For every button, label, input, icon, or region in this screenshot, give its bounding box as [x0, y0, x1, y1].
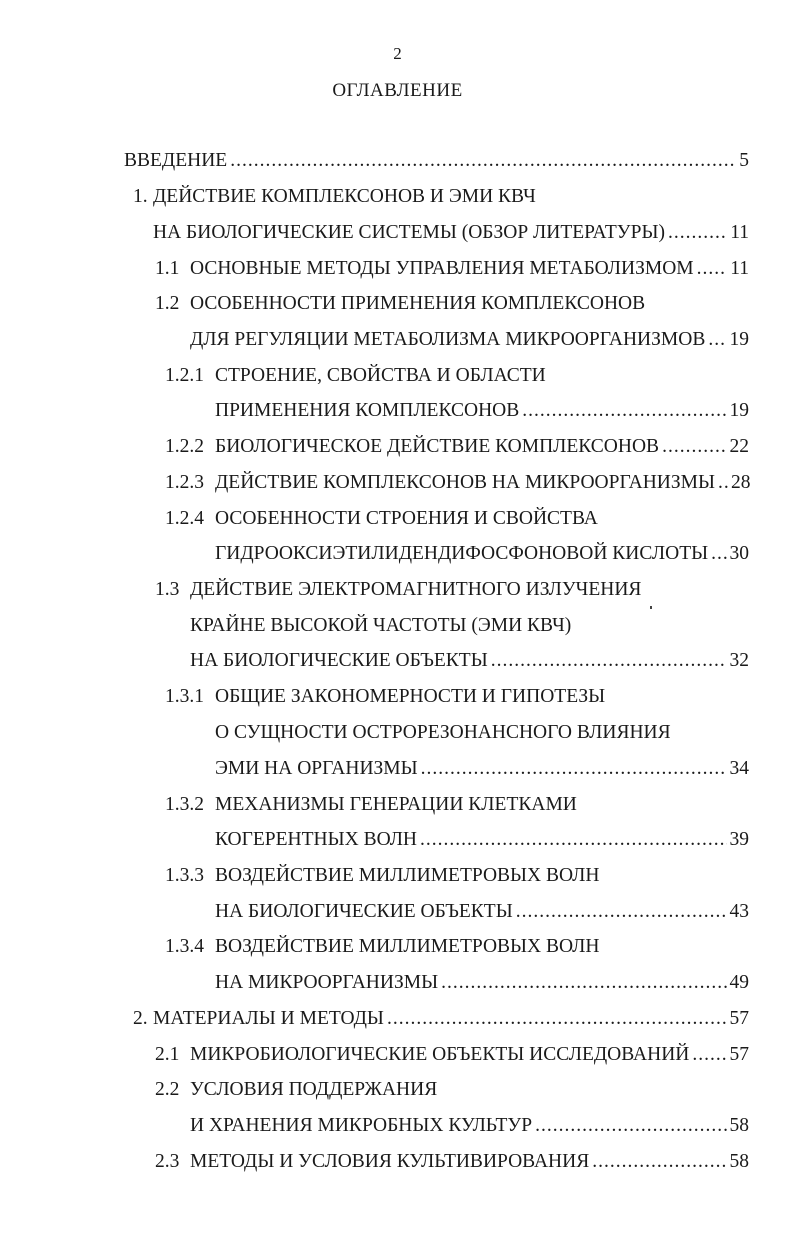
toc-entry-title: КРАЙНЕ ВЫСОКОЙ ЧАСТОТЫ (ЭМИ КВЧ): [190, 615, 572, 636]
toc-entry-1-3-2[interactable]: [165, 792, 577, 818]
toc-entry-title: ВОЗДЕЙСТВИЕ МИЛЛИМЕТРОВЫХ ВОЛН: [215, 865, 600, 886]
toc-entry-title: НА МИКРООРГАНИЗМЫ: [215, 972, 439, 993]
toc-entry-number: 1.2.2: [165, 436, 204, 457]
dot-leader: [592, 1149, 726, 1175]
toc-entry-title: ДЛЯ РЕГУЛЯЦИИ МЕТАБОЛИЗМА МИКРООРГАНИЗМОВ: [190, 329, 706, 350]
toc-entry-title: ОСОБЕННОСТИ СТРОЕНИЯ И СВОЙСТВА: [215, 508, 598, 529]
toc-entry-2-2-cont[interactable]: [190, 1113, 749, 1139]
dot-leader: [535, 1113, 726, 1139]
toc-entry-title: КОГЕРЕНТНЫХ ВОЛН: [215, 829, 418, 850]
dot-leader: [516, 899, 727, 925]
dot-leader: [662, 434, 726, 460]
toc-entry-title: ПРИМЕНЕНИЯ КОМПЛЕКСОНОВ: [215, 400, 520, 421]
toc-entry-page: 22: [729, 436, 749, 457]
toc-entry-page: 58: [729, 1115, 749, 1136]
toc-entry-number: 1.: [133, 186, 148, 207]
toc-entry-1-2-4-cont[interactable]: [215, 541, 749, 567]
toc-entry-title: МЕХАНИЗМЫ ГЕНЕРАЦИИ КЛЕТКАМИ: [215, 794, 577, 815]
toc-entry-title: ДЕЙСТВИЕ КОМПЛЕКСОНОВ И ЭМИ КВЧ: [153, 186, 536, 207]
toc-entry-page: 19: [729, 400, 749, 421]
toc-entry-1-3-cont-2[interactable]: [190, 648, 749, 674]
toc-entry-title: ДЕЙСТВИЕ ЭЛЕКТРОМАГНИТНОГО ИЗЛУЧЕНИЯ: [190, 579, 642, 600]
dot-leader: [718, 470, 728, 496]
toc-entry-2-3[interactable]: [155, 1149, 749, 1175]
toc-entry-number: 2.1: [155, 1044, 180, 1065]
toc-entry-1-3-3[interactable]: [165, 863, 599, 889]
toc-entry-title: УСЛОВИЯ ПОДДЕРЖАНИЯ: [190, 1079, 438, 1100]
toc-entry-page: 34: [729, 758, 749, 779]
toc-entry-number: 1.3: [155, 579, 180, 600]
toc-entry-1-3-cont[interactable]: [190, 613, 571, 639]
toc-entry-1-2-1-cont[interactable]: [215, 398, 749, 424]
toc-entry-title: ВОЗДЕЙСТВИЕ МИЛЛИМЕТРОВЫХ ВОЛН: [215, 936, 600, 957]
toc-entry-1-3-3-cont[interactable]: [215, 899, 749, 925]
toc-entry-number: 1.3.1: [165, 686, 204, 707]
dot-leader: [230, 148, 736, 174]
dot-leader: [491, 648, 727, 674]
toc-entry-page: 11: [730, 222, 749, 243]
toc-entry-title: ГИДРООКСИЭТИЛИДЕНДИФОСФОНОВОЙ КИСЛОТЫ: [215, 543, 709, 564]
toc-entry-title: ЭМИ НА ОРГАНИЗМЫ: [215, 758, 418, 779]
toc-entry-1-2-cont[interactable]: [190, 327, 749, 353]
page-title: ОГЛАВЛЕНИЕ: [332, 80, 463, 101]
toc-entry-1-3-4-cont[interactable]: [215, 970, 749, 996]
dot-leader: [387, 1006, 727, 1032]
toc-entry-introduction[interactable]: [124, 148, 749, 174]
toc-entry-page: 32: [729, 650, 749, 671]
toc-entry-1-2-3[interactable]: [165, 470, 749, 496]
toc-entry-1-1[interactable]: [155, 256, 749, 282]
toc-entry-title: ДЕЙСТВИЕ КОМПЛЕКСОНОВ НА МИКРООРГАНИЗМЫ: [215, 472, 715, 493]
toc-entry-title: ОБЩИЕ ЗАКОНОМЕРНОСТИ И ГИПОТЕЗЫ: [215, 686, 606, 707]
toc-entry-1-3-1[interactable]: [165, 684, 605, 710]
toc-entry-page: 11: [730, 258, 749, 279]
dot-leader: [711, 541, 726, 567]
toc-entry-1-2-2[interactable]: [165, 434, 749, 460]
toc-entry-title: НА БИОЛОГИЧЕСКИЕ ОБЪЕКТЫ: [215, 901, 513, 922]
toc-entry-title: СТРОЕНИЕ, СВОЙСТВА И ОБЛАСТИ: [215, 365, 546, 386]
dot-leader: [420, 827, 726, 853]
toc-entry-1-3-1-cont-2[interactable]: [215, 756, 749, 782]
scan-speck: [650, 606, 652, 609]
toc-entry-2-2[interactable]: [155, 1077, 437, 1103]
toc-entry-number: 1.2.3: [165, 472, 204, 493]
toc-entry-title: ОСОБЕННОСТИ ПРИМЕНЕНИЯ КОМПЛЕКСОНОВ: [190, 293, 646, 314]
toc-entry-title: ОСНОВНЫЕ МЕТОДЫ УПРАВЛЕНИЯ МЕТАБОЛИЗМОМ: [190, 258, 694, 279]
dot-leader: [708, 327, 726, 353]
toc-entry-number: 1.2.1: [165, 365, 204, 386]
toc-entry-chapter-2[interactable]: [133, 1006, 749, 1032]
toc-entry-page: 28: [730, 472, 751, 493]
toc-entry-1-2-1[interactable]: [165, 363, 546, 389]
toc-entry-chapter-1-cont[interactable]: [153, 220, 749, 246]
toc-entry-title: МАТЕРИАЛЫ И МЕТОДЫ: [153, 1008, 384, 1029]
toc-entry-page: 57: [729, 1044, 749, 1065]
toc-entry-page: 57: [729, 1008, 749, 1029]
toc-entry-number: 2.2: [155, 1079, 180, 1100]
dot-leader: [441, 970, 726, 996]
toc-entry-page: 30: [729, 543, 749, 564]
dot-leader: [522, 398, 726, 424]
toc-entry-1-3-4[interactable]: [165, 934, 599, 960]
toc-entry-chapter-1[interactable]: [133, 184, 536, 210]
toc-entry-title: НА БИОЛОГИЧЕСКИЕ СИСТЕМЫ (ОБЗОР ЛИТЕРАТУРЫ): [153, 222, 665, 243]
toc-entry-page: 39: [729, 829, 749, 850]
toc-entry-number: 2.: [133, 1008, 148, 1029]
toc-entry-page: 5: [739, 150, 749, 171]
toc-entry-1-3-1-cont[interactable]: [215, 720, 671, 746]
toc-entry-1-2-4[interactable]: [165, 506, 598, 532]
dot-leader: [697, 256, 728, 282]
toc-entry-number: 1.3.4: [165, 936, 204, 957]
toc-entry-number: 1.1: [155, 258, 180, 279]
dot-leader: [692, 1042, 726, 1068]
toc-entry-number: 1.3.3: [165, 865, 204, 886]
toc-entry-page: 49: [729, 972, 749, 993]
toc-entry-number: 1.2.4: [165, 508, 204, 529]
toc-entry-1-3-2-cont[interactable]: [215, 827, 749, 853]
toc-entry-1-2[interactable]: [155, 291, 645, 317]
toc-entry-2-1[interactable]: [155, 1042, 749, 1068]
toc-entry-title: МЕТОДЫ И УСЛОВИЯ КУЛЬТИВИРОВАНИЯ: [190, 1151, 590, 1172]
toc-entry-title: БИОЛОГИЧЕСКОЕ ДЕЙСТВИЕ КОМПЛЕКСОНОВ: [215, 436, 660, 457]
toc-entry-title: О СУЩНОСТИ ОСТРОРЕЗОНАНСНОГО ВЛИЯНИЯ: [215, 722, 671, 743]
toc-entry-title: ВВЕДЕНИЕ: [124, 150, 228, 171]
toc-entry-number: 1.2: [155, 293, 180, 314]
toc-entry-title: МИКРОБИОЛОГИЧЕСКИЕ ОБЪЕКТЫ ИССЛЕДОВАНИЙ: [190, 1044, 690, 1065]
toc-entry-number: 2.3: [155, 1151, 180, 1172]
toc-entry-page: 58: [729, 1151, 749, 1172]
toc-entry-1-3[interactable]: [155, 577, 641, 603]
dot-leader: [668, 220, 727, 246]
toc-entry-number: 1.3.2: [165, 794, 204, 815]
toc-entry-page: 19: [729, 329, 749, 350]
dot-leader: [421, 756, 727, 782]
toc-entry-page: 43: [729, 901, 749, 922]
toc-entry-title: НА БИОЛОГИЧЕСКИЕ ОБЪЕКТЫ: [190, 650, 488, 671]
toc-entry-title: И ХРАНЕНИЯ МИКРОБНЫХ КУЛЬТУР: [190, 1115, 533, 1136]
page-number: 2: [393, 44, 402, 63]
